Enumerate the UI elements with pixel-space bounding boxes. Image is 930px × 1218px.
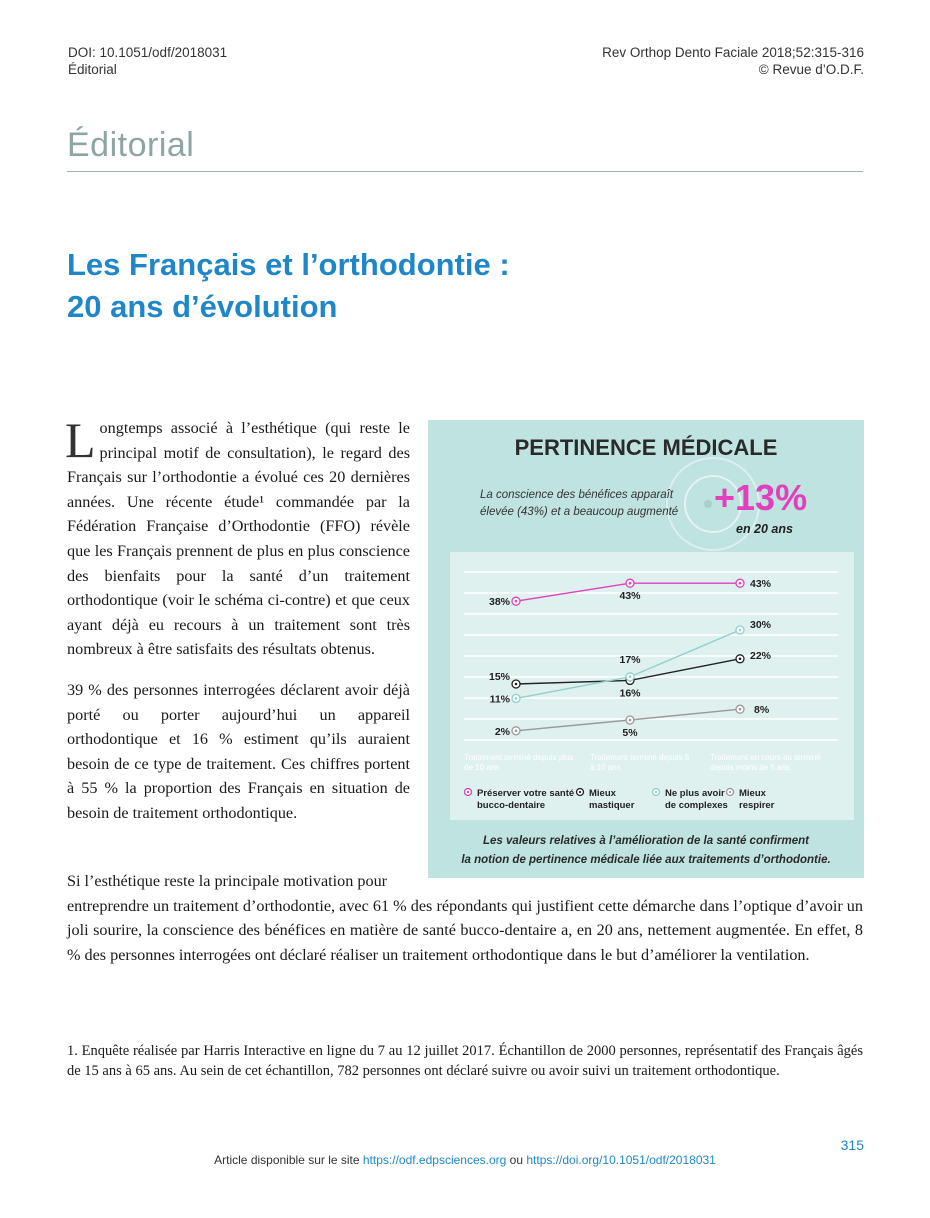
x-tick-label: Traitement terminé depuis plus de 10 ans (464, 753, 574, 772)
infographic (428, 420, 864, 878)
data-label: 8% (754, 704, 770, 717)
data-label: 43% (619, 590, 641, 603)
legend-marker-center (467, 791, 469, 793)
x-tick-label: Traitement terminé depuis 5 à 10 ans (590, 753, 690, 772)
data-point-center (739, 708, 742, 711)
decor-dot (704, 500, 712, 508)
copyright: © Revue d’O.D.F. (758, 62, 864, 77)
section-title: Éditorial (67, 126, 195, 164)
data-label: 15% (488, 671, 510, 683)
paragraph-3-first-line: Si l’esthétique reste la principale motivation pour (67, 872, 388, 890)
infographic-title: PERTINENCE MÉDICALE (514, 435, 778, 460)
journal-site-link[interactable]: https://odf.edpsciences.org (362, 1153, 507, 1167)
infographic-subtitle-2: élevée (43%) et a beaucoup augmenté (480, 506, 679, 518)
page-number: 315 (840, 1137, 864, 1153)
article-title-line-1: Les Français et l’orthodontie : (67, 247, 510, 282)
doi: DOI: 10.1051/odf/2018031 (68, 45, 228, 60)
paragraph-1-text: ongtemps associé à l’esthétique (qui reste le principal motif de consultation), le regard des Français sur l’orthodontie a évolué ces 20 dernières années. Une récente étude¹ commandée par la Fédération Française d’Orthodontie (FFO) révèle que les Français prennent de plus en plus conscience des bienfaits pour la santé d’un traitement orthodontique (voir le schéma ci-contre) et que ceux ayant déjà eu recours à un traitement sont très nombreux à être satisfaits des résultats obtenus. (67, 419, 410, 659)
data-point-center (629, 676, 632, 679)
paragraph-3 (67, 869, 863, 967)
infographic-subtitle-1: La conscience des bénéfices apparaît (480, 489, 674, 501)
highlight-value: +13% (714, 477, 808, 518)
highlight-subtext: en 20 ans (736, 522, 793, 536)
chart-panel (450, 552, 854, 820)
article-title-line-2: 20 ans d’évolution (67, 289, 338, 324)
data-label: 2% (494, 725, 510, 738)
data-point-center (629, 719, 632, 722)
doi-link[interactable]: https://doi.org/10.1051/odf/2018031 (526, 1153, 716, 1167)
data-label: 43% (750, 578, 772, 591)
legend-label: Préserver votre santé bucco-dentaire (477, 788, 575, 811)
data-label: 22% (750, 649, 772, 662)
drop-cap: L (65, 412, 96, 468)
data-label: 16% (619, 687, 641, 700)
x-tick-label: Traitement en cours ou terminé depuis moins de 5 ans (710, 753, 821, 772)
data-point-center (515, 697, 518, 700)
footnote: 1. Enquête réalisée par Harris Interactive en ligne du 7 au 12 juillet 2017. Échantillon de 2000 personnes, représentatif des Français âgés de 15 ans à 65 ans. Au sein de cet échantillon, 782 personnes ont déclaré suivre ou avoir suivi un traitement orthodontique. (67, 1043, 863, 1079)
data-label: 30% (750, 619, 772, 631)
infographic-svg (428, 420, 864, 878)
data-point-center (629, 582, 632, 585)
data-label: 17% (619, 653, 641, 666)
data-label: 11% (489, 693, 510, 706)
data-point-center (739, 629, 742, 632)
header-section: Éditorial (68, 62, 117, 77)
legend-marker-center (729, 791, 731, 793)
paragraph-2: 39 % des personnes interrogées déclarent avoir déjà porté ou porter aujourd’hui un appareil orthodontique et 16 % estiment qu’ils auraient besoin de ce type de traitement. Ces chiffres portent à 55 % la proportion des Français en situation de besoin de traitement orthodontique. (67, 680, 410, 822)
paragraph-3-text: entreprendre un traitement d’orthodontie, avec 61 % des répondants qui justifient cette démarche dans l’optique d’avoir un joli sourire, la conscience des bénéfices en matière de santé bucco-dentaire a, en 20 ans, nettement augmentée. En effet, 8 % des personnes interrogées ont déclaré réaliser un traitement orthodontique dans le but d’améliorer la ventilation. (67, 896, 863, 964)
data-label: 5% (622, 727, 638, 739)
data-label: 38% (488, 596, 510, 609)
data-point-center (515, 600, 518, 603)
data-point-center (739, 582, 742, 585)
availability-line (0, 1153, 930, 1167)
paragraph-1 (65, 412, 410, 662)
data-point-center (515, 730, 518, 733)
journal-citation: Rev Orthop Dento Faciale 2018;52:315-316 (602, 45, 864, 60)
running-header-right (602, 44, 864, 78)
infographic-footer-1: Les valeurs relatives à l’amélioration de la santé confirment (483, 835, 809, 847)
infographic-footer-2: la notion de pertinence médicale liée aux traitements d’orthodontie. (461, 854, 831, 866)
legend-marker-center (579, 791, 581, 793)
availability-middle: ou (509, 1153, 524, 1167)
article-title (67, 244, 510, 328)
body-column (65, 412, 410, 842)
running-header-left (68, 44, 227, 78)
legend-label: Mieux respirer (739, 788, 775, 811)
availability-prefix: Article disponible sur le site (214, 1153, 360, 1167)
legend-label: Mieux mastiquer (589, 788, 635, 811)
section-divider (67, 171, 863, 172)
data-point-center (515, 683, 518, 686)
data-point-center (739, 658, 742, 661)
legend-marker-center (655, 791, 657, 793)
legend-label: Ne plus avoir de complexes (665, 788, 728, 811)
